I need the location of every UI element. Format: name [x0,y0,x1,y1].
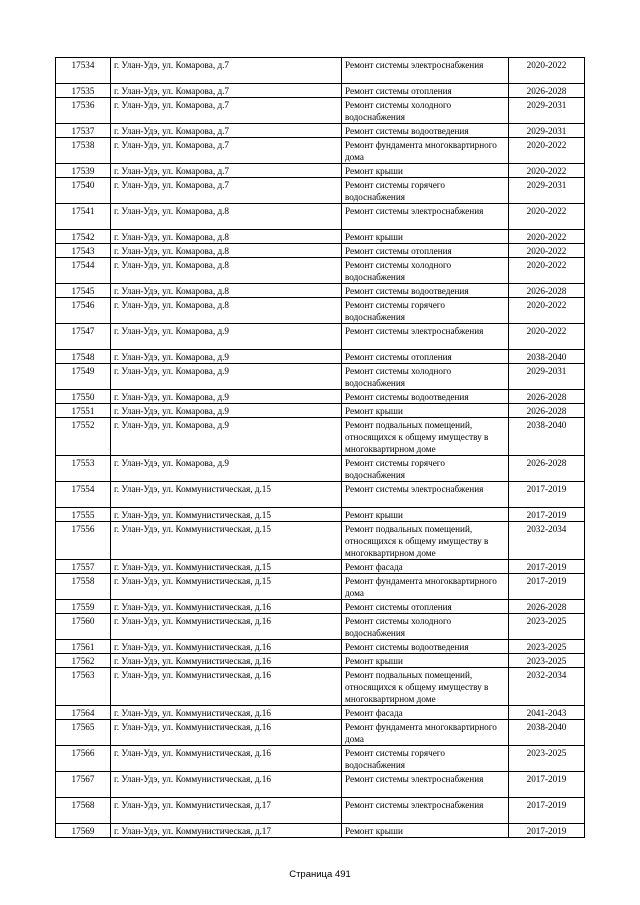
work-type-cell: Ремонт системы водоотведения [342,390,509,404]
work-type-cell: Ремонт системы отопления [342,244,509,258]
period-cell: 2017-2019 [509,798,585,824]
table-row [56,230,585,244]
row-number-cell: 17549 [56,364,111,390]
work-type-cell: Ремонт подвальных помещений, относящихся к общему имуществу в многоквартирном доме [342,522,509,560]
work-type-cell: Ремонт системы электроснабжения [342,798,509,824]
work-type-cell: Ремонт системы водоотведения [342,124,509,138]
row-number-cell: 17548 [56,350,111,364]
table-row [56,614,585,640]
page-number: Страница 491 [289,869,351,880]
period-cell: 2020-2022 [509,230,585,244]
row-number-cell: 17552 [56,418,111,456]
work-type-cell: Ремонт фасада [342,706,509,720]
row-number-cell: 17560 [56,614,111,640]
period-cell: 2026-2028 [509,84,585,98]
work-type-cell: Ремонт системы холодного водоснабжения [342,364,509,390]
period-cell: 2020-2022 [509,244,585,258]
period-cell: 2026-2028 [509,284,585,298]
table-row [56,654,585,668]
period-cell: 2020-2022 [509,204,585,230]
table-row [56,824,585,838]
address-cell: г. Улан-Удэ, ул. Коммунистическая, д.17 [111,798,342,824]
work-type-cell: Ремонт фундамента многоквартирного дома [342,574,509,600]
row-number-cell: 17542 [56,230,111,244]
period-cell: 2032-2034 [509,522,585,560]
period-cell: 2020-2022 [509,58,585,84]
table-row [56,522,585,560]
period-cell: 2017-2019 [509,574,585,600]
period-cell: 2026-2028 [509,404,585,418]
work-type-cell: Ремонт системы отопления [342,350,509,364]
table-row [56,324,585,350]
table-row [56,390,585,404]
table-row [56,178,585,204]
address-cell: г. Улан-Удэ, ул. Комарова, д.9 [111,404,342,418]
address-cell: г. Улан-Удэ, ул. Комарова, д.7 [111,124,342,138]
table-row [56,640,585,654]
work-type-cell: Ремонт фундамента многоквартирного дома [342,720,509,746]
address-cell: г. Улан-Удэ, ул. Коммунистическая, д.17 [111,824,342,838]
period-cell: 2017-2019 [509,508,585,522]
address-cell: г. Улан-Удэ, ул. Комарова, д.7 [111,58,342,84]
table-row [56,258,585,284]
period-cell: 2020-2022 [509,164,585,178]
work-type-cell: Ремонт системы электроснабжения [342,58,509,84]
work-type-cell: Ремонт системы электроснабжения [342,772,509,798]
address-cell: г. Улан-Удэ, ул. Комарова, д.7 [111,84,342,98]
row-number-cell: 17559 [56,600,111,614]
table-body [56,58,585,838]
work-type-cell: Ремонт системы водоотведения [342,640,509,654]
row-number-cell: 17551 [56,404,111,418]
period-cell: 2023-2025 [509,746,585,772]
table-row [56,798,585,824]
period-cell: 2023-2025 [509,654,585,668]
address-cell: г. Улан-Удэ, ул. Комарова, д.9 [111,390,342,404]
row-number-cell: 17543 [56,244,111,258]
address-cell: г. Улан-Удэ, ул. Комарова, д.8 [111,298,342,324]
work-type-cell: Ремонт фасада [342,560,509,574]
row-number-cell: 17562 [56,654,111,668]
row-number-cell: 17553 [56,456,111,482]
table-row [56,482,585,508]
table-row [56,204,585,230]
period-cell: 2020-2022 [509,324,585,350]
address-cell: г. Улан-Удэ, ул. Коммунистическая, д.15 [111,522,342,560]
table-row [56,124,585,138]
work-type-cell: Ремонт системы горячего водоснабжения [342,746,509,772]
address-cell: г. Улан-Удэ, ул. Коммунистическая, д.15 [111,560,342,574]
row-number-cell: 17566 [56,746,111,772]
address-cell: г. Улан-Удэ, ул. Комарова, д.7 [111,138,342,164]
period-cell: 2038-2040 [509,720,585,746]
period-cell: 2020-2022 [509,298,585,324]
row-number-cell: 17537 [56,124,111,138]
work-type-cell: Ремонт системы горячего водоснабжения [342,178,509,204]
period-cell: 2020-2022 [509,138,585,164]
row-number-cell: 17535 [56,84,111,98]
address-cell: г. Улан-Удэ, ул. Комарова, д.9 [111,350,342,364]
work-type-cell: Ремонт системы холодного водоснабжения [342,98,509,124]
table-row [56,138,585,164]
table-row [56,600,585,614]
address-cell: г. Улан-Удэ, ул. Коммунистическая, д.15 [111,508,342,522]
period-cell: 2020-2022 [509,258,585,284]
address-cell: г. Улан-Удэ, ул. Коммунистическая, д.15 [111,574,342,600]
work-type-cell: Ремонт крыши [342,164,509,178]
work-type-cell: Ремонт системы водоотведения [342,284,509,298]
address-cell: г. Улан-Удэ, ул. Коммунистическая, д.16 [111,706,342,720]
period-cell: 2038-2040 [509,418,585,456]
period-cell: 2041-2043 [509,706,585,720]
period-cell: 2029-2031 [509,98,585,124]
row-number-cell: 17538 [56,138,111,164]
period-cell: 2029-2031 [509,178,585,204]
work-type-cell: Ремонт системы холодного водоснабжения [342,614,509,640]
period-cell: 2017-2019 [509,482,585,508]
row-number-cell: 17561 [56,640,111,654]
row-number-cell: 17567 [56,772,111,798]
table-row [56,284,585,298]
address-cell: г. Улан-Удэ, ул. Коммунистическая, д.16 [111,600,342,614]
period-cell: 2017-2019 [509,560,585,574]
table-row [56,98,585,124]
table-row [56,668,585,706]
address-cell: г. Улан-Удэ, ул. Коммунистическая, д.16 [111,746,342,772]
address-cell: г. Улан-Удэ, ул. Коммунистическая, д.15 [111,482,342,508]
table-row [56,772,585,798]
work-type-cell: Ремонт крыши [342,404,509,418]
work-type-cell: Ремонт подвальных помещений, относящихся к общему имуществу в многоквартирном доме [342,418,509,456]
work-type-cell: Ремонт системы холодного водоснабжения [342,258,509,284]
table-row [56,84,585,98]
work-type-cell: Ремонт крыши [342,230,509,244]
row-number-cell: 17539 [56,164,111,178]
period-cell: 2017-2019 [509,772,585,798]
period-cell: 2017-2019 [509,824,585,838]
address-cell: г. Улан-Удэ, ул. Коммунистическая, д.16 [111,654,342,668]
address-cell: г. Улан-Удэ, ул. Комарова, д.7 [111,98,342,124]
address-cell: г. Улан-Удэ, ул. Комарова, д.9 [111,456,342,482]
period-cell: 2029-2031 [509,124,585,138]
work-type-cell: Ремонт системы электроснабжения [342,482,509,508]
table-row [56,746,585,772]
row-number-cell: 17550 [56,390,111,404]
row-number-cell: 17557 [56,560,111,574]
row-number-cell: 17534 [56,58,111,84]
work-type-cell: Ремонт системы электроснабжения [342,204,509,230]
row-number-cell: 17568 [56,798,111,824]
table-row [56,350,585,364]
address-cell: г. Улан-Удэ, ул. Комарова, д.9 [111,364,342,390]
period-cell: 2038-2040 [509,350,585,364]
work-type-cell: Ремонт подвальных помещений, относящихся к общему имуществу в многоквартирном доме [342,668,509,706]
row-number-cell: 17565 [56,720,111,746]
row-number-cell: 17536 [56,98,111,124]
work-type-cell: Ремонт системы горячего водоснабжения [342,456,509,482]
period-cell: 2026-2028 [509,390,585,404]
work-type-cell: Ремонт крыши [342,508,509,522]
row-number-cell: 17547 [56,324,111,350]
period-cell: 2029-2031 [509,364,585,390]
row-number-cell: 17546 [56,298,111,324]
table-row [56,164,585,178]
row-number-cell: 17544 [56,258,111,284]
row-number-cell: 17556 [56,522,111,560]
table-row [56,706,585,720]
address-cell: г. Улан-Удэ, ул. Комарова, д.8 [111,284,342,298]
address-cell: г. Улан-Удэ, ул. Комарова, д.7 [111,178,342,204]
period-cell: 2026-2028 [509,456,585,482]
row-number-cell: 17540 [56,178,111,204]
work-type-cell: Ремонт системы горячего водоснабжения [342,298,509,324]
row-number-cell: 17564 [56,706,111,720]
table-row [56,418,585,456]
address-cell: г. Улан-Удэ, ул. Комарова, д.9 [111,324,342,350]
address-cell: г. Улан-Удэ, ул. Коммунистическая, д.16 [111,720,342,746]
period-cell: 2032-2034 [509,668,585,706]
table-row [56,508,585,522]
work-type-cell: Ремонт крыши [342,654,509,668]
address-cell: г. Улан-Удэ, ул. Коммунистическая, д.16 [111,614,342,640]
row-number-cell: 17558 [56,574,111,600]
row-number-cell: 17563 [56,668,111,706]
row-number-cell: 17555 [56,508,111,522]
address-cell: г. Улан-Удэ, ул. Комарова, д.7 [111,164,342,178]
period-cell: 2026-2028 [509,600,585,614]
work-type-cell: Ремонт фундамента многоквартирного дома [342,138,509,164]
address-cell: г. Улан-Удэ, ул. Комарова, д.8 [111,244,342,258]
address-cell: г. Улан-Удэ, ул. Коммунистическая, д.16 [111,668,342,706]
address-cell: г. Улан-Удэ, ул. Комарова, д.8 [111,230,342,244]
period-cell: 2023-2025 [509,614,585,640]
table-row [56,574,585,600]
table-row [56,298,585,324]
address-cell: г. Улан-Удэ, ул. Комарова, д.8 [111,204,342,230]
row-number-cell: 17569 [56,824,111,838]
table-row [56,244,585,258]
work-type-cell: Ремонт системы электроснабжения [342,324,509,350]
table-row [56,404,585,418]
period-cell: 2023-2025 [509,640,585,654]
table-row [56,560,585,574]
repair-schedule-table [55,57,585,838]
address-cell: г. Улан-Удэ, ул. Коммунистическая, д.16 [111,640,342,654]
row-number-cell: 17554 [56,482,111,508]
table-row [56,720,585,746]
row-number-cell: 17545 [56,284,111,298]
address-cell: г. Улан-Удэ, ул. Комарова, д.8 [111,258,342,284]
work-type-cell: Ремонт системы отопления [342,600,509,614]
table-row [56,364,585,390]
address-cell: г. Улан-Удэ, ул. Коммунистическая, д.16 [111,772,342,798]
table-row [56,58,585,84]
work-type-cell: Ремонт крыши [342,824,509,838]
table-row [56,456,585,482]
address-cell: г. Улан-Удэ, ул. Комарова, д.9 [111,418,342,456]
work-type-cell: Ремонт системы отопления [342,84,509,98]
row-number-cell: 17541 [56,204,111,230]
